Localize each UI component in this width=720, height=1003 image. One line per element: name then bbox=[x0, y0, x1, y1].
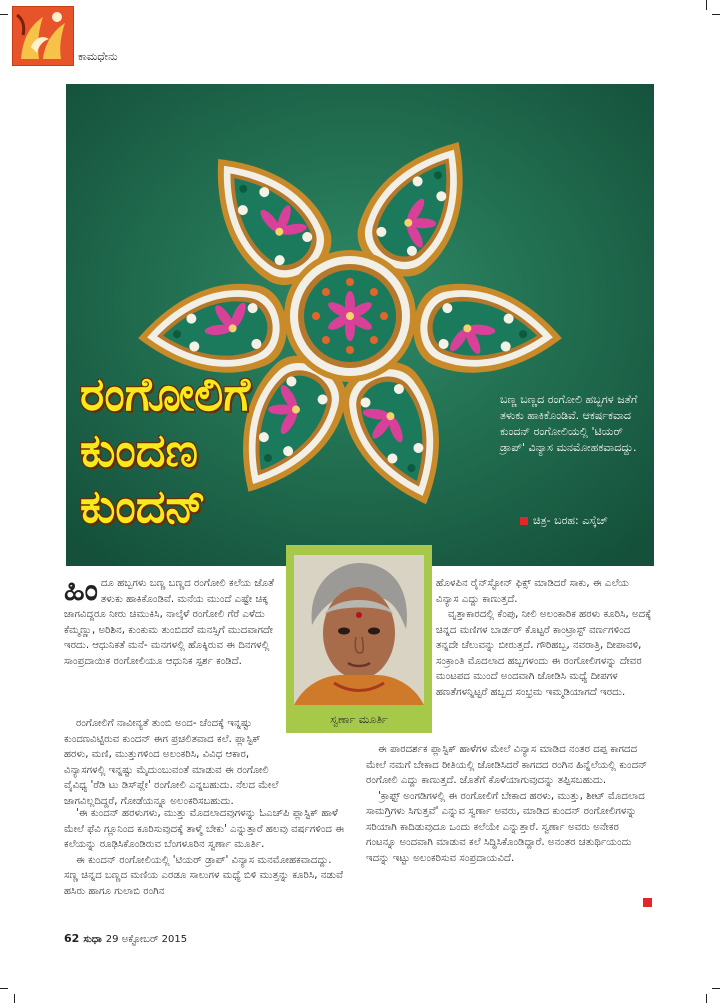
headline-line: ಕುಂದಣ bbox=[80, 423, 199, 477]
section-label: ಕಾಮಧೇನು bbox=[78, 50, 118, 63]
article-paragraph: 'ಕ್ರಾಫ್ಟ್ ಅಂಗಡಿಗಳಲ್ಲಿ ಈ ರಂಗೋಲಿಗೆ ಬೇಕಾದ ಹರಳು, ಮುತ್ತು, ಶೀಟ್ ಮೊದಲಾದ ಸಾಮಗ್ರಿಗಳು ಸಿಗುತ್ತವೆ' ಎನ್ನುವ ಸ್ವರ್ಣಾ ಅವರು, ಮಾಡಿದ ಕುಂದನ್ ರಂಗೋಲಿಗಳನ್ನು ಸರಿಯಾಗಿ ಕಾದಿಡುವುದೂ ಒಂದು ಕಲೆಯೇ ಎನ್ನುತ್ತಾರೆ. ಸ್ವರ್ಣಾ ಅವರು ಅನೇಕರ ಗಂಟನ್ನೂ ಅಂದವಾಗಿ ಮಾಡುವ ಕಲೆ ಸಿದ್ಧಿಸಿಕೊಂಡಿದ್ದಾರೆ. ಅನಂತರ ಚತುರ್ಥಿಯಂದು ಇದನ್ನು ಇಟ್ಟು ಅಲಂಕರಿಸುವ ಸಂಪ್ರದಾಯವಿದೆ. bbox=[366, 790, 645, 864]
article-column-2-lower bbox=[366, 742, 652, 866]
crop-mark bbox=[706, 0, 707, 10]
crop-mark bbox=[0, 14, 8, 15]
page-footer bbox=[64, 932, 187, 945]
crop-mark bbox=[14, 994, 15, 1003]
standfirst: ಬಣ್ಣ ಬಣ್ಣದ ರಂಗೋಲಿ ಹಬ್ಬಗಳ ಜತೆಗೆ ತಳುಕು ಹಾಕಿಕೊಂಡಿವೆ. ಆಕರ್ಷಕವಾದ ಕುಂದನ್ ರಂಗೋಲಿಯಲ್ಲಿ 'ಟಿಯರ್ ಡ್ರಾಪ್' ವಿನ್ಯಾಸ ಮನಮೋಹಕವಾದದ್ದು. bbox=[500, 393, 638, 454]
article-column-2 bbox=[436, 576, 652, 700]
end-of-article-icon bbox=[643, 898, 652, 907]
crop-mark bbox=[712, 14, 720, 15]
credit-text: ಚಿತ್ರ- ಬರಹ: ಎಸ್ಕೆಚ್ bbox=[533, 514, 608, 527]
portrait-caption: ಸ್ವರ್ಣಾ ಮೂರ್ತಿ bbox=[330, 713, 388, 726]
article-paragraph: ಈ ಕುಂದನ್ ರಂಗೋಲಿಯಲ್ಲಿ 'ಟಿಯರ್ ಡ್ರಾಪ್' ವಿನ್ಯಾಸ ಮನಮೋಹಕವಾದದ್ದು. ಸಣ್ಣ ಚಿನ್ನದ ಬಣ್ಣದ ಮಣಿಯ ಎರಡೂ ಸಾಲುಗಳ ಮಧ್ಯೆ ಬಿಳಿ ಮುತ್ತನ್ನು ಕೂರಿಸಿ, ನಡುವೆ ಹಸಿರು ಹಾಗೂ ಗುಲಾಬಿ ರಂಗಿನ bbox=[64, 854, 344, 897]
photo-credit bbox=[520, 514, 608, 528]
portrait-box bbox=[286, 545, 432, 733]
issue-date: 29 ಅಕ್ಟೋಬರ್ 2015 bbox=[105, 934, 188, 945]
magazine-name: ಸುಧಾ bbox=[83, 934, 102, 945]
crop-mark bbox=[706, 994, 707, 1003]
article-paragraph: 'ಈ ಕುಂದನ್ ಹರಳುಗಳು, ಮುತ್ತು ಮೊದಲಾದವುಗಳನ್ನು ಓಎಚ್‌ಪಿ ಪ್ಲಾಸ್ಟಿಕ್ ಹಾಳೆ ಮೇಲೆ ಫೆವಿ ಗ್ಲೂನಿಂದ ಕೂರಿಸುವುದಕ್ಕೆ ತಾಳ್ಮೆ ಬೇಕು' ಎನ್ನುತ್ತಾರೆ ಹಲವು ವರ್ಷಗಳಿಂದ ಈ ಕಲೆಯನ್ನು ರೂಢಿಸಿಕೊಂಡಿರುವ ಬೆಂಗಳೂರಿನ ಸ್ವರ್ಣಾ ಮೂರ್ತಿ. bbox=[64, 808, 345, 850]
article-paragraph: ವೃತ್ತಾಕಾರದಲ್ಲಿ ಕೆಂಪು, ನೀಲಿ ಅಲಂಕಾರಿಕ ಹರಳು ಕೂರಿಸಿ, ಅದಕ್ಕೆ ಚಿನ್ನದ ಮಣಿಗಳ ಬಾರ್ಡರ್ ಕೊಟ್ಟರೆ ಕಾಂಟ್ರಾಸ್ಟ್ ವರ್ಣಗಳಿಂದ ತನ್ನದೇ ಚೆಲುವನ್ನು ಬೀರುತ್ತದೆ. ಗೌರಿಹಬ್ಬ, ನವರಾತ್ರಿ, ದೀಪಾವಳಿ, ಸಂಕ್ರಾಂತಿ ಮೊದಲಾದ ಹಬ್ಬಗಳಂದು ಈ ರಂಗೋಲಿಗಳನ್ನು ದೇವರ ಮಂಟಪದ ಮುಂದೆ ಅಂದವಾಗಿ ಜೋಡಿಸಿ ಮಧ್ಯೆ ದೀಪಗಳ ಹಣತೆಗಳನ್ನಿಟ್ಟರೆ ಹಬ್ಬದ ಸಂಭ್ರಮ ಇಮ್ಮಡಿಯಾಗದೆ ಇರದು. bbox=[436, 609, 652, 698]
headline-line: ರಂಗೋಲಿಗೆ bbox=[80, 367, 251, 421]
paragraph-text: ದೂ ಹಬ್ಬಗಳು ಬಣ್ಣ ಬಣ್ಣದ ರಂಗೋಲಿ ಕಲೆಯ ಜೊತೆ ತಳುಕು ಹಾಕಿಕೊಂಡಿವೆ. ಮನೆಯ ಮುಂದೆ ಎಷ್ಟೇ ಚಿಕ್ಕ ಜಾಗವಿದ್ದರೂ ನೀರು ಚಿಮುಕಿಸಿ, ನಾಲ್ಕೆಳೆ ರಂಗೋಲಿ ಗೆರೆ ಎಳೆದು ಕೆಮ್ಮಣ್ಣು, ಅರಿಶಿನ, ಕುಂಕುಮ ತುಂಬಿದರೆ ಮನಸ್ಸಿಗೆ ಮುದವಾಗದೇ ಇರದು. ಆಧುನಿಕತೆ ಮನೆ- ಮನಗಳಲ್ಲಿ ಹೊಕ್ಕಿರುವ ಈ ದಿನಗಳಲ್ಲಿ ಸಾಂಪ್ರದಾಯಿಕ ರಂಗೋಲಿಯೂ ಆಧುನಿಕ ಸ್ಪರ್ಶ ಕಂಡಿದೆ. bbox=[64, 578, 274, 667]
bullet-square-icon bbox=[520, 517, 528, 525]
article-paragraph: ರಂಗೋಲಿಗೆ ನಾವೀನ್ಯತೆ ತುಂಬಿ ಅಂದ- ಚೆಂದಕ್ಕೆ ಇನ್ನಷ್ಟು ಕುಂದಣವಿಟ್ಟಿರುವ ಕುಂದನ್ ಈಗ ಪ್ರಚಲಿತವಾದ ಕಲೆ. ಪ್ಲಾಸ್ಟಿಕ್ ಹರಳು, ಮಣಿ, ಮುತ್ತುಗಳಿಂದ ಅಲಂಕರಿಸಿ, ವಿವಿಧ ಆಕಾರ, ವಿನ್ಯಾಸಗಳಲ್ಲಿ ಇನ್ನಷ್ಟು ಮೈದುಂಬುವಂತೆ ಮಾಡುವ ಈ ರಂಗೋಲಿ ವೈವಿಧ್ಯ 'ರೆಡಿ ಟು ಡಿಸ್‌ಪ್ಲೇ' ರಂಗೋಲಿ ಎನ್ನಬಹುದು. ನೆಲದ ಮೇಲೆ ಜಾಗವಿಲ್ಲದಿದ್ದರೆ, ಗೋಡೆಯನ್ನೂ ಅಲಂಕರಿಸಬಹುದು. bbox=[64, 718, 279, 807]
section-logo bbox=[12, 6, 74, 66]
article-column-1 bbox=[64, 573, 282, 669]
article-paragraph bbox=[64, 573, 282, 669]
page-number: 62 bbox=[64, 932, 80, 945]
dropcap: ಹಿಂ bbox=[64, 573, 98, 608]
woman-portrait-illustration bbox=[294, 555, 424, 705]
portrait-photo bbox=[294, 555, 424, 705]
article-column-1-cont bbox=[64, 716, 282, 809]
article-paragraph: ಈ ಪಾರದರ್ಶಕ ಪ್ಲಾಸ್ಟಿಕ್ ಹಾಳೆಗಳ ಮೇಲೆ ವಿನ್ಯಾಸ ಮಾಡಿದ ನಂತರ ದಪ್ಪ ಕಾಗದದ ಮೇಲೆ ನಮಗೆ ಬೇಕಾದ ರೀತಿಯಲ್ಲಿ ಜೋಡಿಸಿದರೆ ಕಾಗದದ ರಂಗಿನ ಹಿನ್ನೆಲೆಯಲ್ಲಿ ಕುಂದನ್ ರಂಗೋಲಿ ಎದ್ದು ಕಾಣುತ್ತದೆ. ಜೊತೆಗೆ ಕೊಳೆಯಾಗುವುದನ್ನು ತಪ್ಪಿಸಬಹುದು. bbox=[366, 744, 648, 786]
headline bbox=[80, 366, 250, 534]
crop-mark bbox=[712, 988, 720, 989]
crop-mark bbox=[0, 988, 8, 989]
article-paragraph: ಹೊಳಪಿನ ರೈನ್‌ಸ್ಟೋನ್ ಫಿಕ್ಸ್ ಮಾಡಿದರೆ ಸಾಕು, ಈ ಎಲೆಯ ವಿನ್ಯಾಸ ಎದ್ದು ಕಾಣುತ್ತದೆ. bbox=[436, 578, 630, 605]
article-column-1-lower bbox=[64, 806, 348, 899]
headline-line: ಕುಂದನ್ bbox=[80, 479, 206, 533]
